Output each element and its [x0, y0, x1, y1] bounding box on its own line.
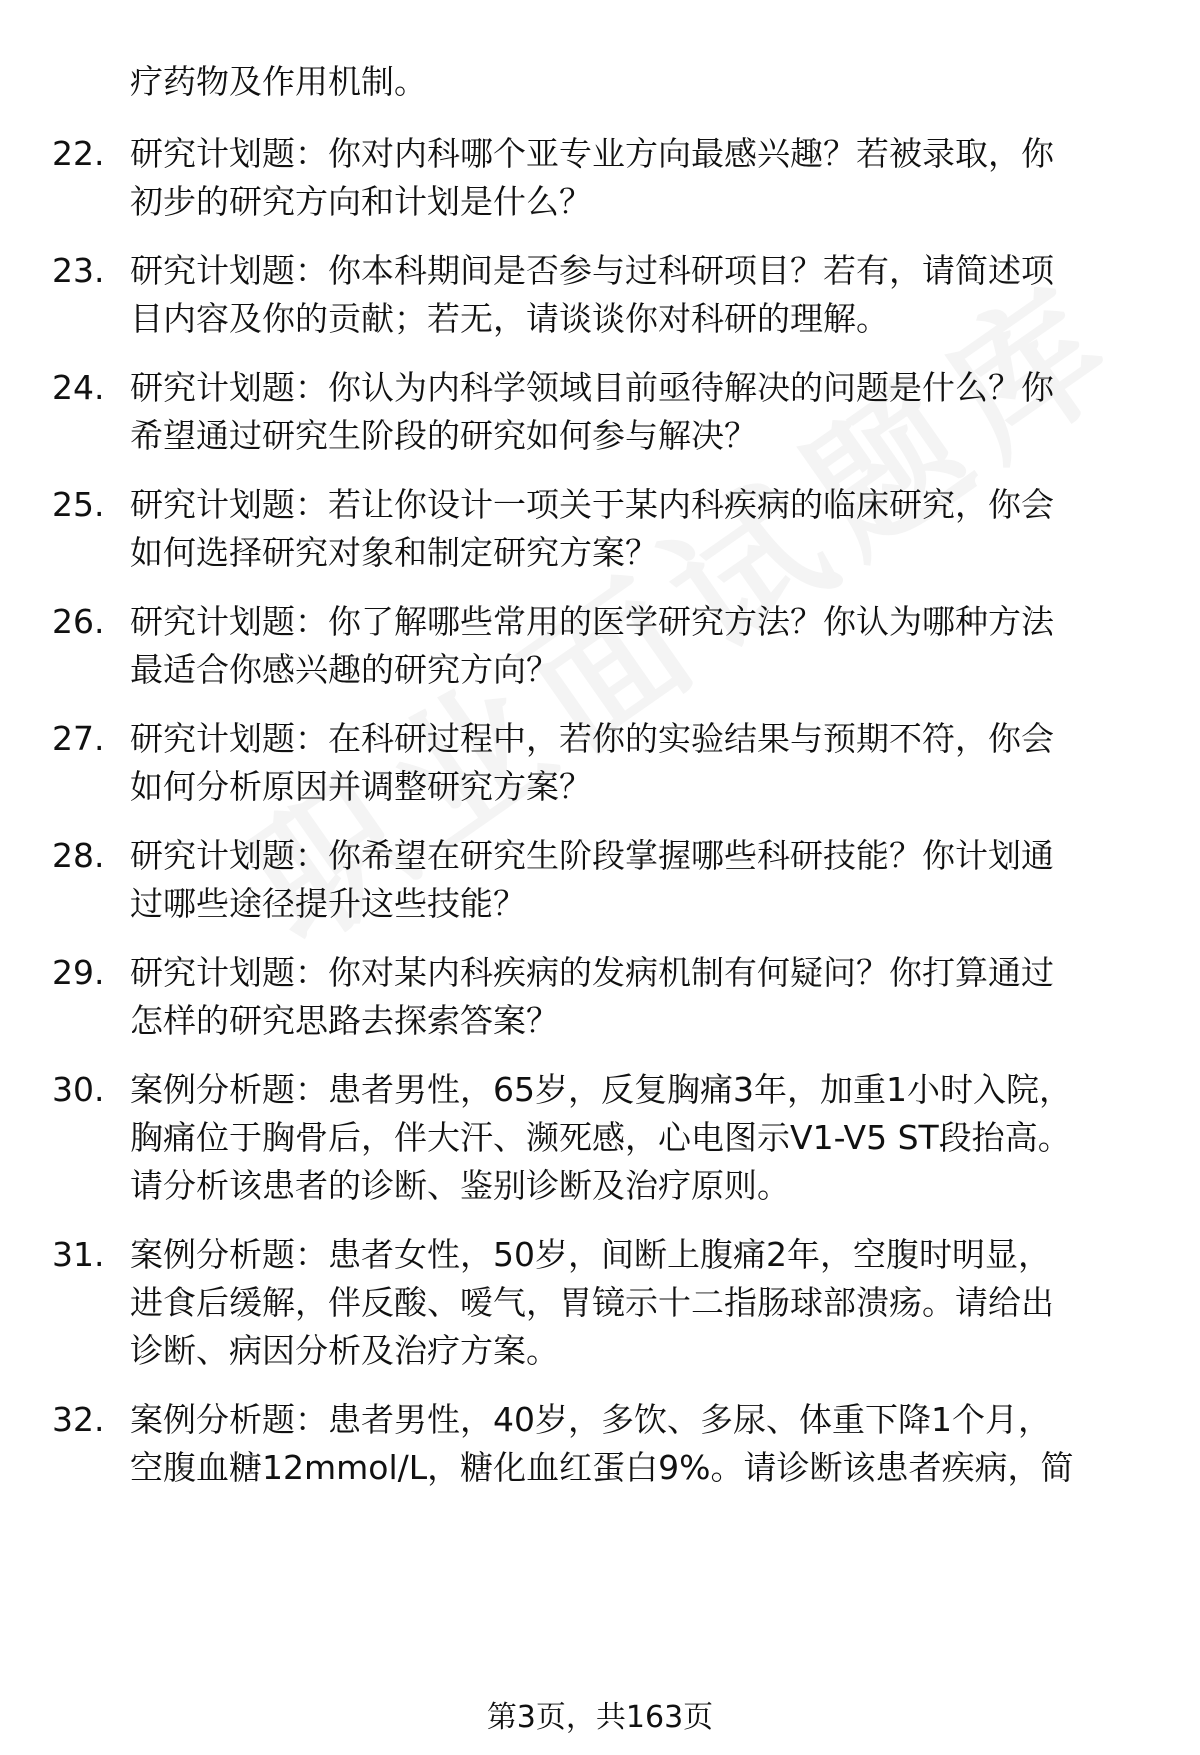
question-line: 研究计划题：你对某内科疾病的发病机制有何疑问？你打算通过 — [130, 953, 1054, 992]
question-line: 空腹血糖12mmol/L，糖化血红蛋白9%。请诊断该患者疾病，简 — [130, 1448, 1074, 1487]
question-text — [130, 1231, 1170, 1375]
question-number: 22. — [52, 134, 105, 173]
question-text — [130, 247, 1170, 343]
question-line: 案例分析题：患者男性，40岁，多饮、多尿、体重下降1个月， — [130, 1400, 1051, 1439]
question-number: 26. — [52, 602, 105, 641]
question-line: 胸痛位于胸骨后，伴大汗、濒死感，心电图示V1-V5 ST段抬高。 — [130, 1118, 1071, 1157]
question-text — [130, 481, 1170, 577]
question-line: 目内容及你的贡献；若无，请谈谈你对科研的理解。 — [130, 299, 889, 338]
question-line: 研究计划题：你了解哪些常用的医学研究方法？你认为哪种方法 — [130, 602, 1054, 641]
question-number: 27. — [52, 719, 105, 758]
question-text — [130, 364, 1170, 460]
question-text — [130, 598, 1170, 694]
question-text — [130, 1066, 1170, 1210]
question-line: 研究计划题：你希望在研究生阶段掌握哪些科研技能？你计划通 — [130, 836, 1054, 875]
question-text — [130, 715, 1170, 811]
question-line: 诊断、病因分析及治疗方案。 — [130, 1331, 559, 1370]
question-text — [130, 832, 1170, 928]
question-number: 30. — [52, 1070, 105, 1109]
question-number: 32. — [52, 1400, 105, 1439]
question-number: 29. — [52, 953, 105, 992]
question-line: 如何分析原因并调整研究方案？ — [130, 767, 592, 806]
question-line: 研究计划题：你本科期间是否参与过科研项目？若有，请简述项 — [130, 251, 1054, 290]
page-footer: 第3页，共163页 — [486, 1700, 714, 1735]
question-line: 案例分析题：患者男性，65岁，反复胸痛3年，加重1小时入院， — [130, 1070, 1072, 1109]
question-number: 23. — [52, 251, 105, 290]
question-line: 最适合你感兴趣的研究方向？ — [130, 650, 559, 689]
continuation-text: 疗药物及作用机制。 — [130, 62, 427, 101]
question-line: 研究计划题：在科研过程中，若你的实验结果与预期不符，你会 — [130, 719, 1054, 758]
question-line: 研究计划题：你认为内科学领域目前亟待解决的问题是什么？你 — [130, 368, 1054, 407]
question-text — [130, 130, 1170, 226]
question-line: 请分析该患者的诊断、鉴别诊断及治疗原则。 — [130, 1166, 790, 1205]
question-number: 31. — [52, 1235, 105, 1274]
question-number: 24. — [52, 368, 105, 407]
question-line: 怎样的研究思路去探索答案？ — [130, 1001, 559, 1040]
question-text — [130, 949, 1170, 1045]
question-line: 初步的研究方向和计划是什么？ — [130, 182, 592, 221]
question-line: 研究计划题：你对内科哪个亚专业方向最感兴趣？若被录取，你 — [130, 134, 1054, 173]
question-line: 希望通过研究生阶段的研究如何参与解决？ — [130, 416, 757, 455]
question-number: 28. — [52, 836, 105, 875]
question-line: 研究计划题：若让你设计一项关于某内科疾病的临床研究，你会 — [130, 485, 1054, 524]
question-line: 进食后缓解，伴反酸、嗳气，胃镜示十二指肠球部溃疡。请给出 — [130, 1283, 1054, 1322]
question-line: 过哪些途径提升这些技能？ — [130, 884, 526, 923]
question-line: 如何选择研究对象和制定研究方案？ — [130, 533, 658, 572]
question-text — [130, 1396, 1170, 1492]
question-number: 25. — [52, 485, 105, 524]
question-line: 案例分析题：患者女性，50岁，间断上腹痛2年，空腹时明显， — [130, 1235, 1051, 1274]
